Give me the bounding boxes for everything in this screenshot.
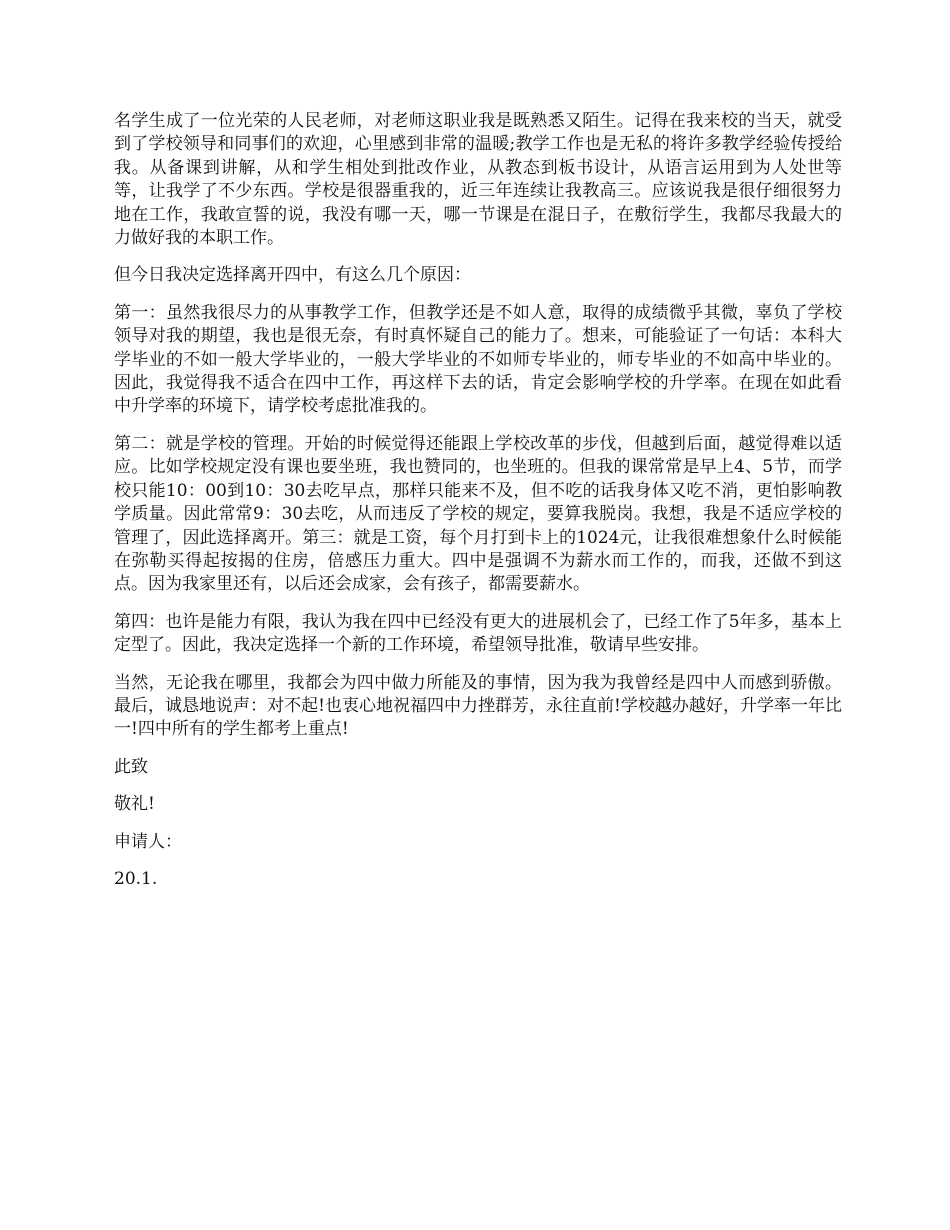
paragraph-reasons-lead: 但今日我决定选择离开四中，有这么几个原因： — [114, 265, 471, 286]
paragraph-intro: 名学生成了一位光荣的人民老师，对老师这职业我是既熟悉又陌生。记得在我来校的当天，就受到了学校领导和同事们的欢迎，心里感到非常的温暖;教学工作也是无私的将许多教学经验传授给我。从备课到讲解，从和学生相处到批改作业，从教态到板书设计，从语言运用到为人处世等等，让我学了不少东西。学校是很器重我的，近三年连续让我教高三。应该说我是很仔细很努力地在工作，我敢宣誓的说，我没有哪一天，哪一节课是在混日子，在敷衍学生，我都尽我最大的力做好我的本职工作。 — [114, 111, 842, 249]
applicant-label: 申请人： — [114, 831, 182, 852]
closing-respect: 敬礼! — [114, 794, 155, 815]
paragraph-reason-second: 第二：就是学校的管理。开始的时候觉得还能跟上学校改革的步伐，但越到后面，越觉得难以适应。比如学校规定没有课也要坐班，我也赞同的，也坐班的。但我的课常常是早上4、5节，而学校只能10：00到10：30去吃早点，那样只能来不及，但不吃的话我身体又吃不消，更怕影响教学质量。因此常常9：30去吃，从而违反了学校的规定，要算我脱岗。我想，我是不适应学校的管理了，因此选择离开。第三：就是工资，每个月打到卡上的1024元，让我很难想象什么时候能在弥勒买得起按揭的住房，倍感压力重大。四中是强调不为薪水而工作的，而我，还做不到这点。因为我家里还有，以后还会成家，会有孩子，都需要薪水。 — [114, 433, 842, 595]
letter-date: 20.1. — [114, 868, 158, 889]
paragraph-reason-fourth: 第四：也许是能力有限，我认为我在四中已经没有更大的进展机会了，已经工作了5年多，基本上定型了。因此，我决定选择一个新的工作环境，希望领导批准，敬请早些安排。 — [114, 611, 842, 656]
paragraph-reason-first: 第一：虽然我很尽力的从事教学工作，但教学还是不如人意，取得的成绩微乎其微，辜负了学校领导对我的期望，我也是很无奈，有时真怀疑自己的能力了。想来，可能验证了一句话：本科大学毕业的不如一般大学毕业的，一般大学毕业的不如师专毕业的，师专毕业的不如高中毕业的。因此，我觉得我不适合在四中工作，再这样下去的话，肯定会影响学校的升学率。在现在如此看中升学率的环境下，请学校考虑批准我的。 — [114, 302, 842, 417]
paragraph-conclusion: 当然，无论我在哪里，我都会为四中做力所能及的事情，因为我为我曾经是四中人而感到骄傲。最后，诚恳地说声：对不起!也衷心地祝福四中力挫群芳，永往直前!学校越办越好，升学率一年比一!四中所有的学生都考上重点! — [114, 672, 842, 740]
closing-salutation: 此致 — [114, 756, 148, 777]
